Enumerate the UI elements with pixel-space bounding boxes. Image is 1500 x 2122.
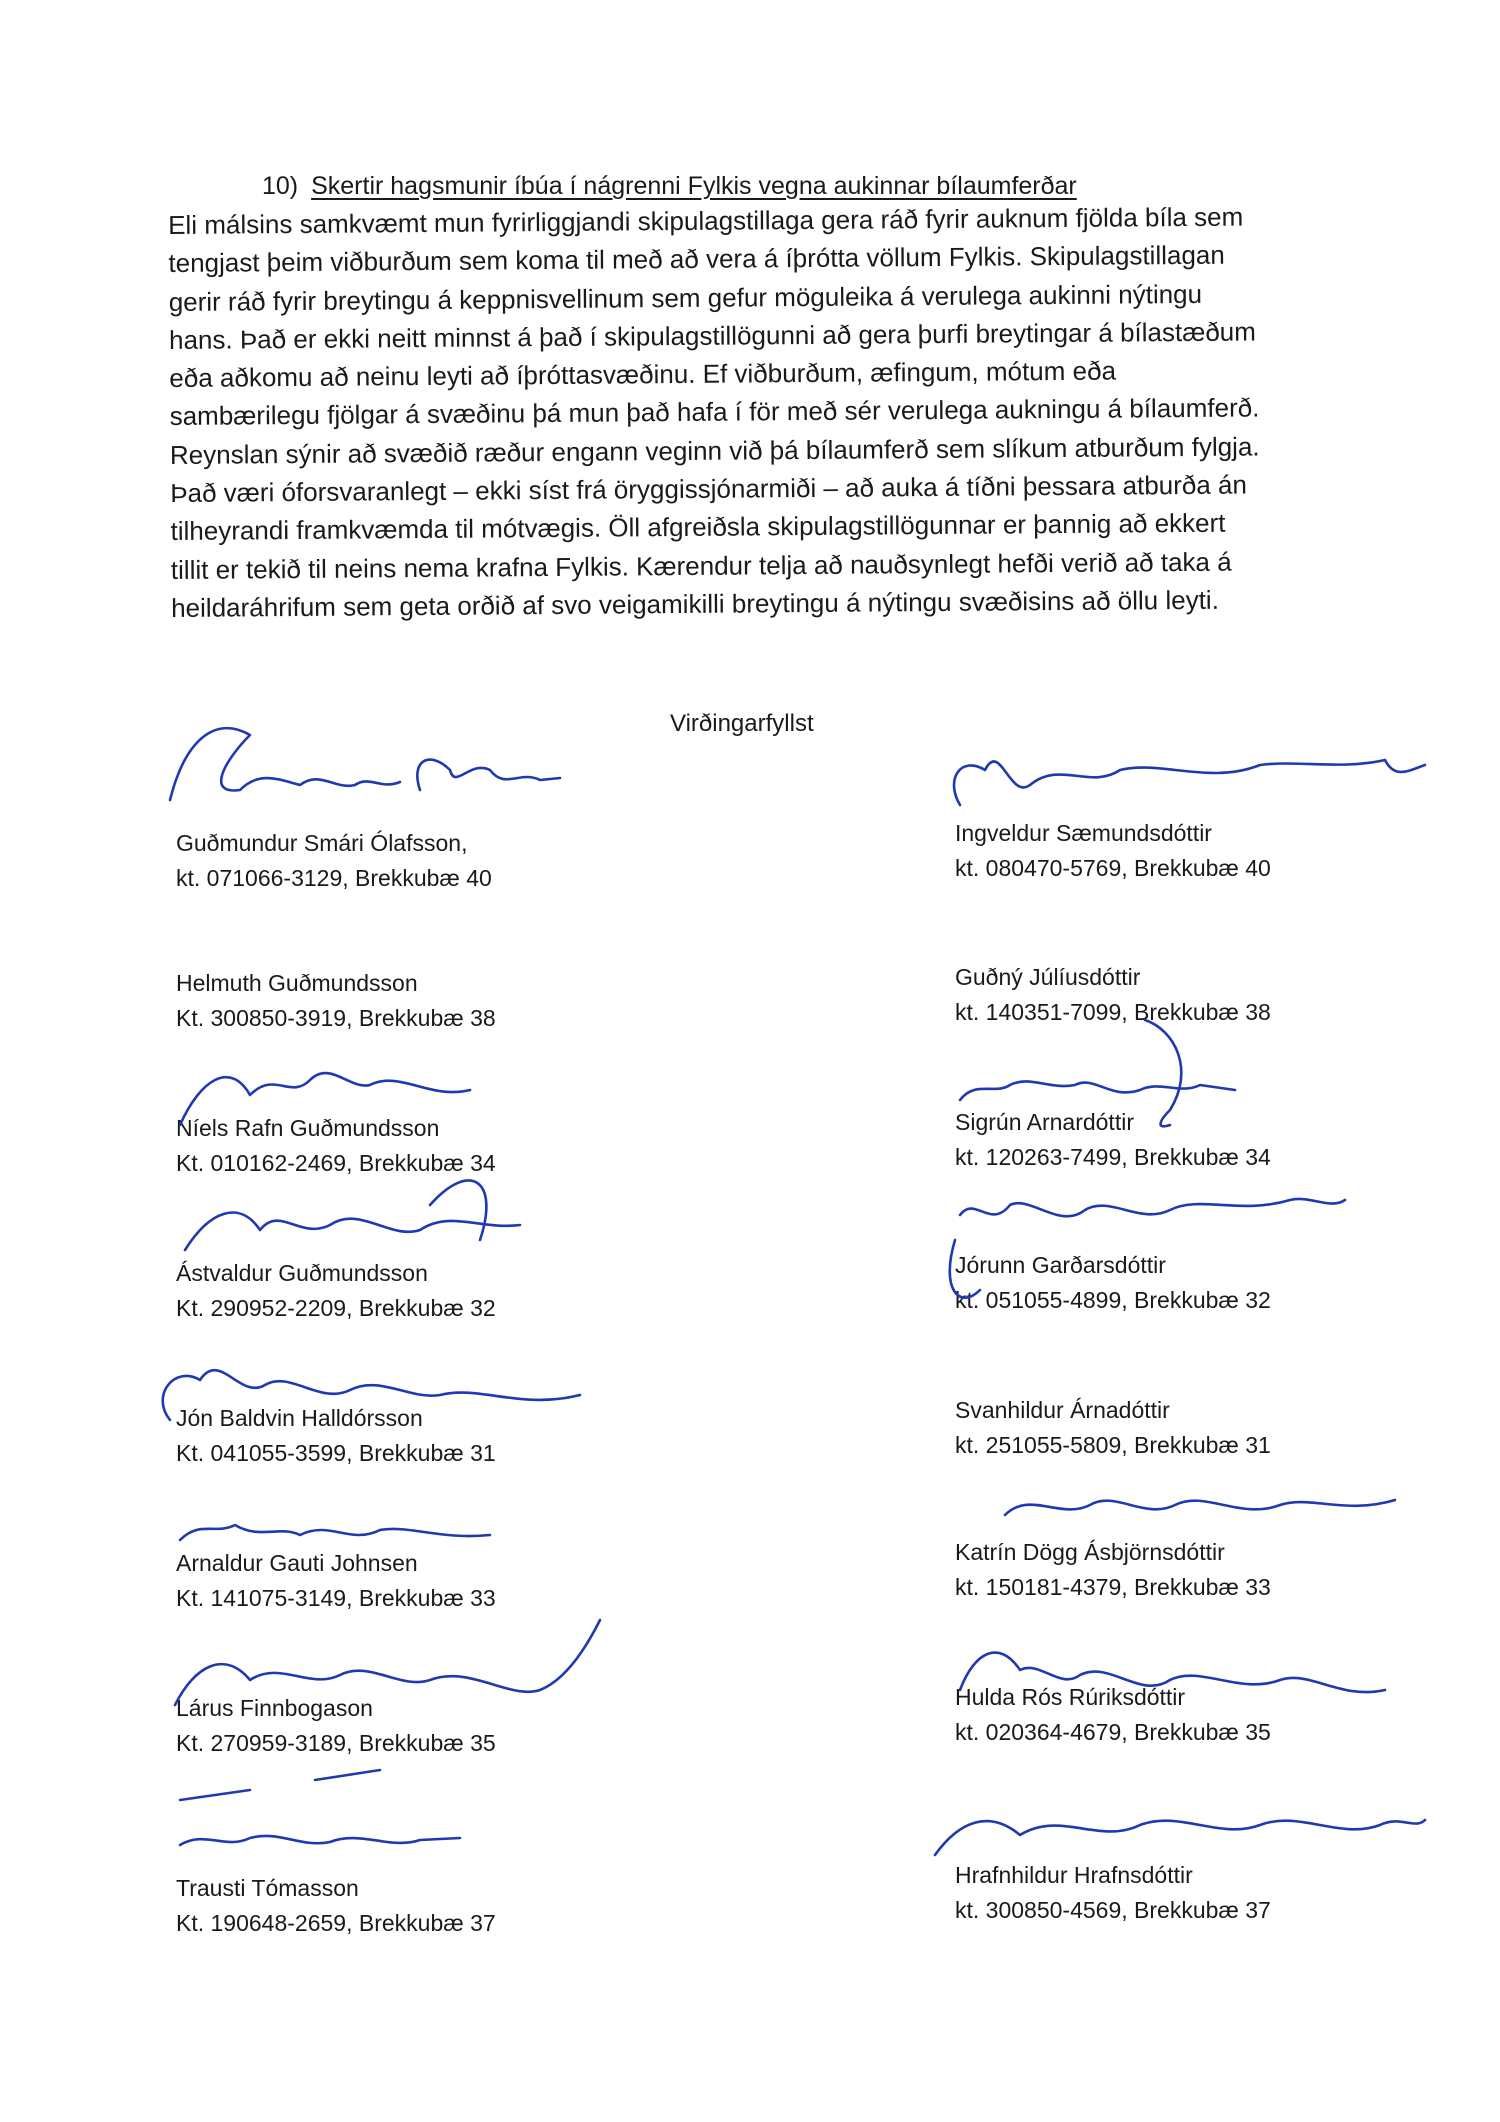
section-number: 10) [262,172,299,200]
paragraph-line: tillit er tekið til neins nema krafna Fylkis. Kærendur telja að nauðsynlegt hefði verið að taka á [170,546,1232,585]
signatory-id-address: Kt. 290952-2209, Brekkubæ 32 [176,1295,496,1321]
signatory-id-address: Kt. 300850-3919, Brekkubæ 38 [176,1005,496,1031]
signatory-id-address: Kt. 270959-3189, Brekkubæ 35 [176,1730,496,1756]
signature-scribble [960,1081,1235,1100]
signature-scribble [935,1820,1425,1855]
signatory-name: Arnaldur Gauti Johnsen [176,1550,418,1576]
signatory-id-address: kt. 140351-7099, Brekkubæ 38 [955,999,1271,1025]
signatory-name: Hulda Rós Rúriksdóttir [955,1684,1186,1710]
signatory-name: Jórunn Garðarsdóttir [955,1252,1166,1278]
paragraph-line: Það væri óforsvaranlegt – ekki síst frá öryggissjónarmiði – að auka á tíðni þessara atburða án [170,469,1248,509]
paragraph-line: sambærilegu fjölgar á svæðinu þá mun það hafa í för með sér verulega aukningu á bílaumferð. [169,392,1260,432]
paragraph-line: heildaráhrifum sem geta orðið af svo veigamikilli breytingu á nýtingu svæðisins að öllu leyti. [171,584,1219,623]
paragraph-line: Eli málsins samkvæmt mun fyrirliggjandi skipulagstillaga gera ráð fyrir auknum fjölda bíla sem [168,201,1244,240]
signatory-id-address: Kt. 041055-3599, Brekkubæ 31 [176,1440,496,1466]
signatory-name: Helmuth Guðmundsson [176,970,418,996]
signatory-name: Katrín Dögg Ásbjörnsdóttir [955,1539,1225,1565]
signatory-name: Sigrún Arnardóttir [955,1109,1134,1135]
body-paragraph [168,197,1331,627]
signatory-name: Níels Rafn Guðmundsson [176,1115,440,1141]
signatory-block [955,1858,1271,1928]
signatory-block [955,1248,1271,1318]
signatory-block [176,826,492,896]
signatory-name: Guðný Júlíusdóttir [955,964,1141,990]
signatory-block [955,1680,1271,1750]
signature-scribble [185,1213,520,1250]
signatory-id-address: kt. 120263-7499, Brekkubæ 34 [955,1144,1271,1170]
paragraph-line: hans. Það er ekki neitt minnst á það í skipulagstillögunni að gera þurfi breytingar á bílastæðum [168,316,1256,355]
signatory-id-address: Kt. 141075-3149, Brekkubæ 33 [176,1585,496,1611]
signatory-block [176,1401,496,1471]
signatory-block [176,1111,496,1181]
signatory-id-address: Kt. 010162-2469, Brekkubæ 34 [176,1150,496,1176]
paragraph-line: eða aðkomu að neinu leyti að íþróttasvæðinu. Ef viðburðum, æfingum, mótum eða [169,355,1117,394]
signatory-block [176,1546,496,1616]
paragraph-line: tengjast þeim viðburðum sem koma til með að vera á íþrótta völlum Fylkis. Skipulagstillagan [168,239,1225,279]
signatory-name: Lárus Finnbogason [176,1695,373,1721]
signatory-block [955,1535,1271,1605]
signature-scribble [180,1525,490,1540]
signature-scribble [1005,1500,1395,1515]
signatory-block [176,1256,496,1326]
signatory-block [955,816,1271,886]
paragraph-line: Reynslan sýnir að svæðið ræður engann veginn við þá bílaumferð sem slíkum atburðum fylgja. [169,431,1260,470]
signatory-id-address: kt. 300850-4569, Brekkubæ 37 [955,1897,1271,1923]
signatory-block [955,1105,1271,1175]
signature-scribble [180,1770,460,1845]
signatory-name: Jón Baldvin Halldórsson [176,1405,423,1431]
signatory-id-address: kt. 080470-5769, Brekkubæ 40 [955,855,1271,881]
section-heading [262,172,1077,201]
paragraph-line: tilheyrandi framkvæmda til mótvægis. Öll afgreiðsla skipulagstillögunnar er þannig að ekkert [170,508,1226,547]
signature-scribble [954,760,1425,805]
signature-scribble [170,728,400,800]
signature-scribble [430,1180,486,1240]
signatory-name: Hrafnhildur Hrafnsdóttir [955,1862,1193,1888]
signatory-id-address: kt. 251055-5809, Brekkubæ 31 [955,1432,1271,1458]
signatory-name: Svanhildur Árnadóttir [955,1397,1170,1423]
signatory-id-address: kt. 150181-4379, Brekkubæ 33 [955,1574,1271,1600]
signatory-block [176,1871,496,1941]
signatory-name: Trausti Tómasson [176,1875,359,1901]
signatory-id-address: Kt. 190648-2659, Brekkubæ 37 [176,1910,496,1936]
signature-scribble [417,760,560,790]
signatory-name: Ástvaldur Guðmundsson [176,1260,428,1286]
signature-scribble [960,1199,1345,1216]
signatory-name: Ingveldur Sæmundsdóttir [955,820,1212,846]
signatory-id-address: kt. 020364-4679, Brekkubæ 35 [955,1719,1271,1745]
paragraph-line: gerir ráð fyrir breytingu á keppnisvellinum sem gefur möguleika á verulega aukinni nýtingu [168,278,1203,317]
signatory-id-address: kt. 051055-4899, Brekkubæ 32 [955,1287,1271,1313]
signatory-block [955,1393,1271,1463]
signatory-id-address: kt. 071066-3129, Brekkubæ 40 [176,865,492,891]
signatory-block [955,960,1271,1030]
signatory-block [176,1691,496,1761]
signatory-block [176,966,496,1036]
closing-salutation: Virðingarfyllst [670,710,814,737]
section-title: Skertir hagsmunir íbúa í nágrenni Fylkis vegna aukinnar bílaumferðar [311,172,1077,200]
signatory-name: Guðmundur Smári Ólafsson, [176,830,468,856]
